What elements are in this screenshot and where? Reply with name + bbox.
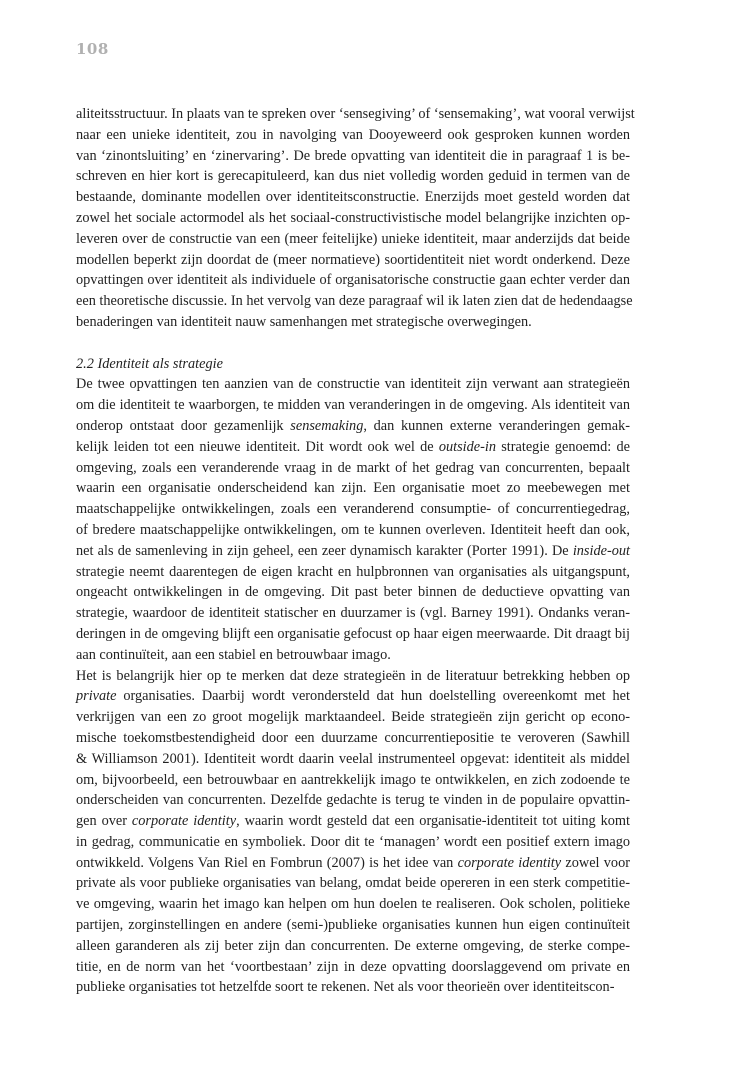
text-run: strategie, waardoor de identiteit statischer en duurzamer is (vgl. Barney 1991). Ondanks veran- bbox=[76, 605, 630, 622]
text-run: aan continuïteit, aan een stabiel en betrouwbaar imago. bbox=[76, 646, 391, 663]
text-run: zowel voor bbox=[561, 854, 630, 871]
text-run: kelijk leiden tot een nieuwe identiteit. Dit wordt ook wel de bbox=[76, 438, 439, 455]
text-run: bestaande, dominante modellen over identiteitsconstructie. Enerzijds moet gesteld worden dat bbox=[76, 189, 630, 206]
text-run: of bredere maatschappelijke ontwikkelingen, om te kunnen overleven. Identiteit heeft dan ook, bbox=[76, 521, 630, 538]
text-line bbox=[76, 187, 630, 208]
text-run: , waarin wordt gesteld dat een organisatie-identiteit tot uiting komt bbox=[236, 813, 630, 830]
text-run: opvattingen over identiteit als individuele of organisatorische constructie gaan echter verder dan bbox=[76, 272, 630, 289]
page-number: 108 bbox=[76, 40, 109, 58]
text-line bbox=[76, 582, 630, 603]
text-run: organisaties. Daarbij wordt verondersteld dat hun doelstelling overeenkomt met het bbox=[116, 688, 630, 705]
text-run: een theoretische discussie. In het vervolg van deze paragraaf wil ik laten zien dat de hedendaagse bbox=[76, 293, 633, 310]
text-line bbox=[76, 770, 630, 791]
text-line bbox=[76, 957, 630, 978]
text-line bbox=[76, 104, 635, 125]
text-run: publieke organisaties tot hetzelfde soort te rekenen. Net als voor theorieën over identiteitscon- bbox=[76, 979, 615, 996]
text-line bbox=[76, 416, 630, 437]
text-run: omgeving, zoals een veranderende vraag in de markt of het gedrag van concurrenten, bepaalt bbox=[76, 459, 630, 476]
italic-term: outside-in bbox=[438, 438, 496, 455]
text-line bbox=[76, 832, 630, 853]
text-line bbox=[76, 936, 630, 957]
text-line bbox=[76, 520, 630, 541]
text-run: net als de samenleving in zijn geheel, een zeer dynamisch karakter (Porter 1991). De bbox=[76, 542, 573, 559]
text-run: leveren over de constructie van een (meer feitelijke) unieke identiteit, maar anderzijds dat beide bbox=[76, 230, 630, 247]
text-line bbox=[76, 291, 633, 312]
italic-term: inside-out bbox=[572, 542, 630, 559]
paragraph bbox=[76, 666, 630, 999]
paragraph bbox=[76, 104, 635, 333]
text-line bbox=[76, 458, 630, 479]
text-run: van ‘zinontsluiting’ en ‘zinervaring’. De brede opvatting van identiteit die in paragraaf 1 is be- bbox=[76, 147, 630, 164]
text-line bbox=[76, 562, 630, 583]
text-run: onderscheiden van concurrenten. Dezelfde gedachte is terug te vinden in de populaire opvattin- bbox=[76, 792, 630, 809]
text-line bbox=[76, 125, 630, 146]
italic-term: corporate identity bbox=[457, 854, 562, 871]
text-run: deringen in de omgeving blijft een organisatie gefocust op haar eigen meerwaarde. Dit draagt bij bbox=[76, 625, 630, 642]
text-line bbox=[76, 395, 630, 416]
text-run: titie, en de norm van het ‘voortbestaan’ zijn in deze opvatting doorslaggevend om private en bbox=[76, 958, 630, 975]
text-line bbox=[76, 728, 630, 749]
text-line bbox=[76, 603, 630, 624]
section-heading: 2.2 Identiteit als strategie bbox=[76, 355, 223, 372]
text-line bbox=[76, 645, 630, 666]
paragraph bbox=[76, 374, 630, 665]
text-run: modellen beperkt zijn doordat de (meer normatieve) soortidentiteit niet wordt onderkend. Deze bbox=[76, 251, 630, 268]
text-line bbox=[76, 853, 630, 874]
text-line bbox=[76, 790, 630, 811]
text-line bbox=[76, 250, 630, 271]
text-run: naar een unieke identiteit, zou in navolging van Dooyeweerd ook gesproken kunnen worden bbox=[76, 126, 630, 143]
text-line bbox=[76, 811, 630, 832]
text-line bbox=[76, 749, 630, 770]
text-run: strategie genoemd: de bbox=[496, 438, 630, 455]
text-line bbox=[76, 686, 630, 707]
text-line bbox=[76, 478, 630, 499]
text-line bbox=[76, 707, 630, 728]
text-line bbox=[76, 437, 630, 458]
text-run: in gedrag, communicatie en symboliek. Door dit te ‘managen’ wordt een positief extern imago bbox=[76, 833, 630, 850]
text-line bbox=[76, 208, 630, 229]
text-run: onderop ontstaat door gezamenlijk bbox=[76, 417, 291, 434]
text-run: gen over bbox=[76, 813, 132, 830]
text-line bbox=[76, 915, 630, 936]
body-text bbox=[76, 104, 635, 998]
text-line bbox=[76, 229, 630, 250]
paragraph-spacer bbox=[76, 333, 630, 354]
text-run: verkrijgen van een zo groot mogelijk marktaandeel. Beide strategieën zijn gericht op econo- bbox=[76, 709, 630, 726]
text-run: ontwikkeld. Volgens Van Riel en Fombrun (2007) is het idee van bbox=[76, 854, 458, 871]
text-line bbox=[76, 624, 630, 645]
text-run: om die identiteit te waarborgen, te midden van veranderingen in de omgeving. Als identiteit van bbox=[76, 397, 630, 414]
text-run: schreven en hier kort is gerecapituleerd, kan dus niet volledig worden geduid in termen van de bbox=[76, 168, 630, 185]
text-run: , dan kunnen externe veranderingen gemak- bbox=[363, 417, 630, 434]
text-run: De twee opvattingen ten aanzien van de constructie van identiteit zijn verwant aan strategieën bbox=[76, 376, 630, 393]
text-run: Het is belangrijk hier op te merken dat deze strategieën in de literatuur betrekking hebben op bbox=[76, 667, 630, 684]
text-run: benaderingen van identiteit nauw samenhangen met strategische overwegingen. bbox=[76, 313, 532, 330]
text-run: zowel het sociale actormodel als het sociaal-constructivistische model belangrijke inzichten op- bbox=[76, 209, 630, 226]
text-line bbox=[76, 146, 630, 167]
text-line bbox=[76, 499, 630, 520]
text-line bbox=[76, 873, 630, 894]
text-run: om, bijvoorbeeld, een betrouwbaar en aantrekkelijk imago te ontwikkelen, en zich zodoende te bbox=[76, 771, 630, 788]
text-run: aliteitsstructuur. In plaats van te spreken over ‘sensegiving’ of ‘sensemaking’, wat vooral verwijst bbox=[76, 106, 635, 122]
text-line bbox=[76, 312, 630, 333]
text-run: ve omgeving, waarin het imago kan helpen om hun doelen te realiseren. Ook scholen, politieke bbox=[76, 896, 630, 913]
text-run: waarin een organisatie onderscheidend kan zijn. Een organisatie moet zo meebewegen met bbox=[76, 480, 630, 497]
text-run: partijen, zorginstellingen en andere (semi-)publieke organisaties kunnen hun eigen continuïteit bbox=[76, 917, 630, 934]
text-run: strategie neemt daarentegen de eigen kracht en hulpbronnen van organisaties als uitgangspunt, bbox=[76, 563, 630, 580]
text-line bbox=[76, 541, 630, 562]
text-run: ongeacht ontwikkelingen in de omgeving. Dit past beter binnen de deductieve opvatting van bbox=[76, 584, 630, 601]
italic-term: private bbox=[76, 688, 117, 705]
italic-term: sensemaking bbox=[290, 417, 364, 434]
text-run: private als voor publieke organisaties van belang, omdat beide opereren in een sterk competitie- bbox=[76, 875, 630, 892]
text-line bbox=[76, 270, 630, 291]
text-line bbox=[76, 977, 630, 998]
text-line bbox=[76, 374, 630, 395]
text-line bbox=[76, 166, 630, 187]
italic-term: corporate identity bbox=[131, 813, 237, 830]
text-run: alleen garanderen als zij beter zijn dan concurrenten. De externe omgeving, de sterke compe- bbox=[76, 937, 630, 954]
text-run: maatschappelijke ontwikkelingen, zoals een veranderend consumptie- of concurrentiegedrag, bbox=[76, 501, 630, 518]
text-run: & Williamson 2001). Identiteit wordt daarin veelal instrumenteel opgevat: identiteit als middel bbox=[76, 750, 630, 767]
text-line bbox=[76, 666, 630, 687]
text-run: mische toekomstbestendigheid door een duurzame concurrentiepositie te veroveren (Sawhill bbox=[76, 729, 630, 746]
text-line bbox=[76, 894, 630, 915]
